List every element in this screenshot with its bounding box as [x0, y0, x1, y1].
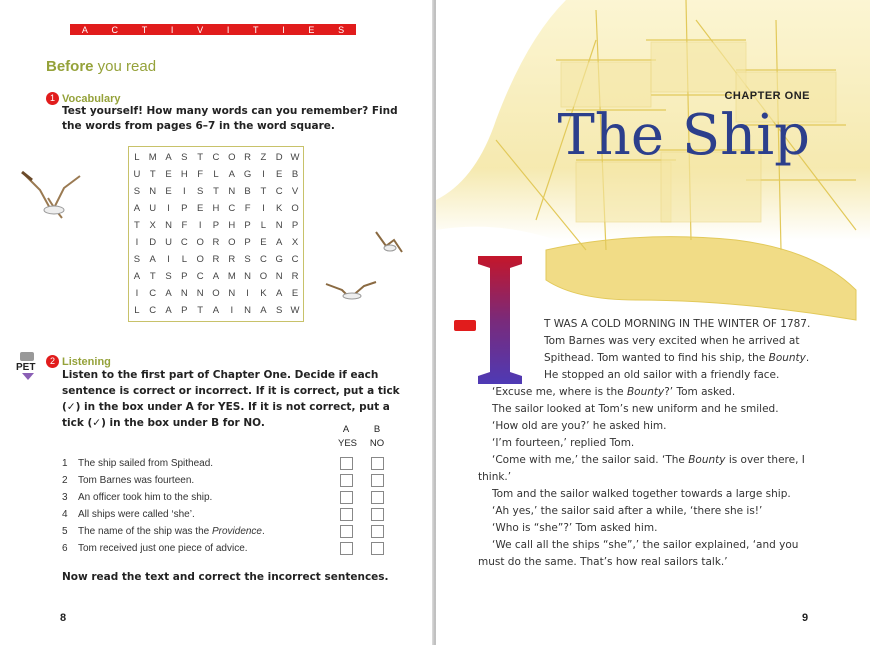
word-square-cell: I [183, 186, 186, 197]
no-checkbox[interactable] [371, 508, 384, 521]
word-square-cell: I [262, 169, 265, 180]
word-square-cell: P [181, 271, 188, 282]
word-square [128, 146, 304, 322]
word-square-cell: G [275, 254, 283, 265]
list-item: 3 An officer took him to the ship. [62, 489, 402, 506]
banner-letter: E [308, 24, 315, 35]
word-square-cell: S [244, 254, 251, 265]
word-square-cell: R [291, 271, 299, 282]
banner-letter: I [282, 24, 285, 35]
word-square-cell: T [134, 220, 140, 231]
word-square-cell: A [212, 305, 220, 316]
story-line: must do the same. That’s how real sailors talk.’ [478, 556, 728, 568]
word-square-cell: C [275, 186, 283, 197]
word-square-cell: K [260, 288, 267, 299]
word-square-cell: E [165, 169, 172, 180]
word-square-cell: S [181, 152, 188, 163]
word-square-cell: N [165, 220, 172, 231]
word-square-cell: A [212, 271, 220, 282]
word-square-cell: M [227, 271, 236, 282]
word-square-cell: N [228, 288, 236, 299]
word-square-cell: C [180, 237, 188, 248]
word-square-cell: A [260, 305, 267, 316]
word-square-row [129, 234, 303, 251]
activities-banner [70, 24, 356, 35]
word-square-cell: R [212, 237, 220, 248]
vocabulary-instructions: Test yourself! How many words can you remember? Find the words from pages 6–7 in the word square. [62, 105, 398, 132]
word-square-cell: C [291, 254, 299, 265]
statement-list [62, 455, 402, 557]
word-square-cell: N [275, 220, 283, 231]
story-line: Tom and the sailor walked together towards a large ship. [492, 488, 791, 500]
word-square-cell: B [244, 186, 251, 197]
left-page [0, 0, 434, 645]
story-line: think.’ [478, 471, 512, 483]
seagull-illustration [372, 228, 406, 258]
before-you-read-heading: Before you read [46, 58, 157, 75]
word-square-cell: I [167, 203, 170, 214]
word-square-cell: T [149, 169, 156, 180]
story-line: ‘Who is “she”?’ Tom asked him. [492, 522, 658, 534]
word-square-cell: U [165, 237, 172, 248]
story-line: ‘How old are you?’ he asked him. [492, 420, 667, 432]
pet-badge: PET [16, 352, 42, 380]
word-square-cell: F [244, 203, 251, 214]
word-square-cell: P [212, 220, 220, 231]
yes-checkbox[interactable] [340, 474, 353, 487]
drop-cap [478, 256, 522, 384]
word-square-cell: E [260, 237, 267, 248]
seagull-illustration [324, 276, 378, 306]
audio-track-icon [454, 320, 476, 331]
banner-letter: C [111, 24, 119, 35]
word-square-cell: T [213, 186, 219, 197]
word-square-cell: E [276, 169, 283, 180]
word-square-row [129, 268, 303, 285]
word-square-cell: A [133, 271, 141, 282]
banner-letter: T [253, 24, 259, 35]
word-square-cell: L [134, 305, 140, 316]
word-square-cell: A [165, 305, 172, 316]
yes-checkbox[interactable] [340, 508, 353, 521]
word-square-cell: X [291, 237, 299, 248]
story-line: ‘Excuse me, where is the Bounty?’ Tom asked. [492, 386, 736, 398]
word-square-row [129, 285, 303, 302]
list-item: 5 The name of the ship was the Providence. [62, 523, 402, 540]
word-square-cell: L [260, 220, 267, 231]
story-line: He stopped an old sailor with a friendly face. [544, 369, 780, 381]
word-square-cell: L [134, 152, 140, 163]
word-square-cell: T [149, 271, 156, 282]
word-square-cell: I [246, 288, 249, 299]
word-square-cell: S [133, 186, 141, 197]
word-square-cell: G [243, 169, 252, 180]
word-square-cell: Z [260, 152, 267, 163]
word-square-cell: P [291, 220, 299, 231]
word-square-cell: O [228, 152, 236, 163]
word-square-cell: C [259, 254, 267, 265]
word-square-cell: C [149, 305, 157, 316]
word-square-row [129, 200, 303, 217]
word-square-cell: O [196, 237, 204, 248]
word-square-cell: I [135, 288, 139, 299]
word-square-cell: N [244, 271, 252, 282]
word-square-cell: N [196, 288, 204, 299]
word-square-cell: S [196, 186, 204, 197]
word-square-cell: N [275, 271, 283, 282]
word-square-cell: F [181, 220, 188, 231]
word-square-cell: L [213, 169, 219, 180]
banner-letter: T [141, 24, 148, 35]
no-checkbox[interactable] [371, 457, 384, 470]
yes-checkbox[interactable] [340, 542, 353, 555]
story-line: ‘We call all the ships “she”,’ the sailor explained, ‘and you [492, 539, 799, 551]
word-square-cell: I [262, 203, 265, 214]
word-square-cell: L [181, 254, 187, 265]
word-square-cell: U [133, 169, 141, 180]
word-square-cell: A [133, 203, 141, 214]
yes-checkbox[interactable] [340, 457, 353, 470]
word-square-cell: O [291, 203, 299, 214]
word-square-row [129, 302, 303, 319]
story-line: ‘Come with me,’ the sailor said. ‘The Bounty is over there, I [492, 454, 805, 466]
word-square-cell: O [212, 288, 220, 299]
yes-checkbox[interactable] [340, 491, 353, 504]
word-square-cell: M [148, 152, 157, 163]
story-line: The sailor looked at Tom’s new uniform and he smiled. [492, 403, 779, 415]
seagull-illustration [18, 168, 90, 232]
section-title: Vocabulary [62, 92, 121, 105]
word-square-cell: T [197, 305, 204, 316]
list-item: 1 The ship sailed from Spithead. [62, 455, 402, 472]
story-line: Tom Barnes was very excited when he arrived at [544, 335, 800, 347]
word-square-cell: B [291, 169, 299, 180]
word-square-row [129, 166, 303, 183]
banner-letter: I [170, 24, 174, 35]
word-square-row [129, 149, 303, 166]
word-square-cell: V [291, 186, 299, 197]
word-square-cell: T [197, 152, 204, 163]
word-square-cell: C [212, 152, 220, 163]
word-square-cell: A [276, 288, 283, 299]
word-square-cell: T [260, 186, 267, 197]
page-number: 8 [60, 612, 67, 624]
page-number: 9 [802, 612, 809, 624]
word-square-cell: U [149, 203, 157, 214]
follow-up-instruction: Now read the text and correct the incorrect sentences. [62, 571, 389, 583]
word-square-cell: A [228, 169, 235, 180]
word-square-cell: N [149, 186, 157, 197]
word-square-cell: I [198, 220, 202, 231]
column-b-header: B NO [369, 424, 385, 449]
word-square-cell: R [244, 152, 252, 163]
word-square-cell: W [290, 305, 300, 316]
word-square-cell: W [290, 152, 300, 163]
word-square-cell: A [276, 237, 283, 248]
word-square-cell: N [228, 186, 236, 197]
cd-icon [20, 352, 34, 361]
word-square-cell: S [133, 254, 141, 265]
word-square-cell: C [196, 271, 204, 282]
word-square-cell: C [228, 203, 236, 214]
yes-checkbox[interactable] [340, 525, 353, 538]
word-square-cell: H [228, 220, 236, 231]
word-square-cell: D [275, 152, 283, 163]
word-square-cell: H [212, 203, 220, 214]
section-number-badge: 1 [46, 92, 59, 105]
word-square-row [129, 217, 303, 234]
chapter-label: CHAPTER ONE [724, 90, 810, 102]
word-square-cell: O [196, 254, 204, 265]
word-square-cell: P [244, 220, 251, 231]
list-item: 6 Tom received just one piece of advice. [62, 540, 402, 557]
word-square-cell: F [197, 169, 204, 180]
story-line: ‘I’m fourteen,’ replied Tom. [492, 437, 635, 449]
word-square-cell: I [230, 305, 234, 316]
word-square-cell: A [149, 254, 156, 265]
word-square-cell: E [291, 288, 299, 299]
word-square-cell: C [149, 288, 157, 299]
banner-letter: I [226, 24, 230, 35]
word-square-cell: A [165, 152, 172, 163]
story-line: ‘Ah yes,’ the sailor said after a while, ‘there she is!’ [492, 505, 763, 517]
list-item: 4 All ships were called ‘she’. [62, 506, 402, 523]
word-square-cell: R [212, 254, 220, 265]
banner-letter: V [197, 24, 204, 35]
chapter-title: The Ship [557, 103, 810, 168]
word-square-cell: P [244, 237, 251, 248]
right-page [436, 0, 870, 645]
banner-letter: S [338, 24, 345, 35]
word-square-cell: H [180, 169, 188, 180]
triangle-icon [22, 373, 34, 380]
word-square-cell: X [149, 220, 156, 231]
word-square-row [129, 251, 303, 268]
story-line: Spithead. Tom wanted to find his ship, the Bounty. [544, 352, 810, 364]
word-square-cell: O [259, 271, 268, 282]
word-square-cell: D [149, 237, 157, 248]
banner-letter: A [81, 24, 88, 35]
word-square-cell: S [276, 305, 283, 316]
word-square-cell: E [196, 203, 204, 214]
word-square-cell: I [167, 254, 170, 265]
word-square-cell: O [228, 237, 236, 248]
no-checkbox[interactable] [371, 491, 384, 504]
word-square-cell: N [244, 305, 252, 316]
word-square-cell: E [165, 186, 172, 197]
word-square-cell: I [135, 237, 139, 248]
no-checkbox[interactable] [371, 474, 384, 487]
listening-instructions: Listen to the first part of Chapter One. Decide if each sentence is correct or incorrect. If it is correct, put a tick (✓) in the box under A for YES. If it is not correct, put a tick (✓) in the box under B for NO. [62, 369, 400, 429]
word-square-cell: P [181, 305, 188, 316]
word-square-cell: A [165, 288, 172, 299]
no-checkbox[interactable] [371, 542, 384, 555]
word-square-row [129, 183, 303, 200]
column-a-header: A YES [338, 424, 358, 449]
word-square-cell: R [228, 254, 236, 265]
word-square-cell: P [181, 203, 188, 214]
word-square-cell: K [276, 203, 283, 214]
story-line: T WAS A COLD MORNING IN THE WINTER OF 1787. [544, 318, 811, 330]
section-number-badge: 2 [46, 355, 59, 368]
section-title: Listening [62, 355, 111, 368]
no-checkbox[interactable] [371, 525, 384, 538]
word-square-cell: S [165, 271, 172, 282]
word-square-cell: N [180, 288, 188, 299]
list-item: 2 Tom Barnes was fourteen. [62, 472, 402, 489]
